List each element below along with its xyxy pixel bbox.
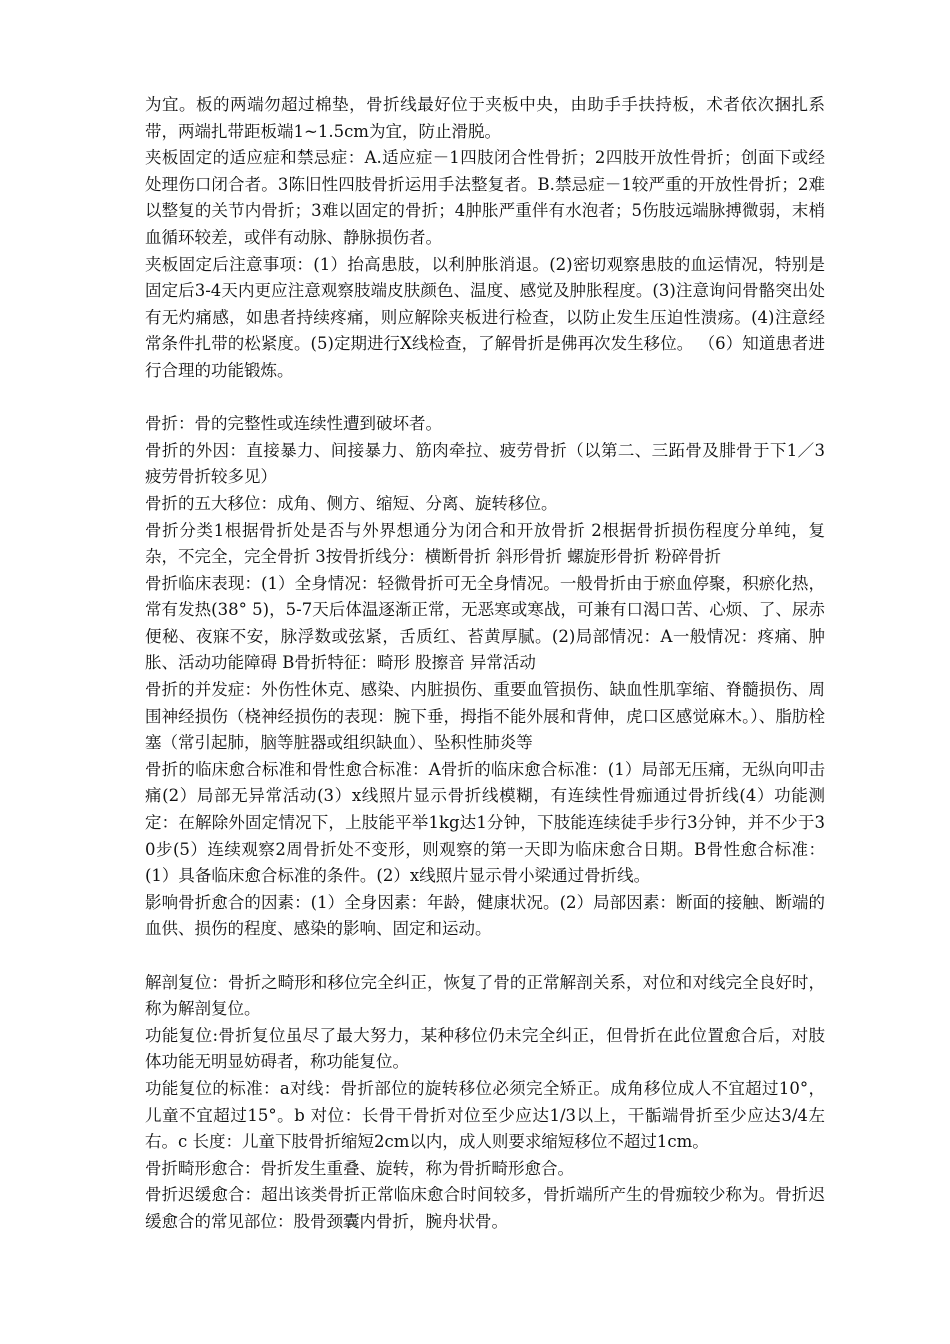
section-gap bbox=[145, 943, 825, 970]
paragraph-fracture-displacement: 骨折的五大移位：成角、侧方、缩短、分离、旋转移位。 bbox=[145, 493, 558, 513]
paragraph-malunion: 骨折畸形愈合：骨折发生重叠、旋转，称为骨折畸形愈合。 bbox=[145, 1158, 574, 1178]
paragraph-fracture-causes: 骨折的外因：直接暴力、间接暴力、筋肉牵拉、疲劳骨折（以第二、三跖骨及腓骨于下1／3疲劳骨折较多见） bbox=[145, 440, 825, 487]
paragraph-splint-indications: 夹板固定的适应症和禁忌症：A.适应症－1四肢闭合性骨折；2四肢开放性骨折；创面下或经处理伤口闭合者。3陈旧性四肢骨折运用手法整复者。B.禁忌症－1较严重的开放性骨折；2难以整复的关节内骨折；3难以固定的骨折；4肿胀严重伴有水泡者；5伤肢远端脉搏微弱，末梢血循环较差，或伴有动脉、静脉损伤者。 bbox=[145, 148, 825, 247]
paragraph-functional-reduction: 功能复位:骨折复位虽尽了最大努力，某种移位仍未完全纠正，但骨折在此位置愈合后，对肢体功能无明显妨碍者，称功能复位。 bbox=[145, 1025, 825, 1072]
paragraph-delayed-union: 骨折迟缓愈合：超出该类骨折正常临床愈合时间较多，骨折端所产生的骨痂较少称为。骨折迟缓愈合的常见部位：股骨颈囊内骨折，腕舟状骨。 bbox=[145, 1185, 825, 1231]
section-reduction bbox=[145, 970, 825, 1236]
paragraph-splint-binding: 为宜。板的两端勿超过棉垫，骨折线最好位于夹板中央，由助手手扶持板，术者依次捆扎系带，两端扎带距板端1~1.5cm为宜，防止滑脱。 bbox=[145, 95, 825, 141]
section-splint-fixation bbox=[145, 92, 825, 385]
paragraph-splint-precautions: 夹板固定后注意事项：(1）抬高患肢，以利肿胀消退。(2)密切观察患肢的血运情况，特别是固定后3-4天内更应注意观察肢端皮肤颜色、温度、感觉及肿胀程度。(3)注意询问骨骼突出处有无灼痛感，如患者持续疼痛，则应解除夹板进行检查，以防止发生压迫性溃疡。(4)注意经常条件扎带的松紧度。(5)定期进行X线检查，了解骨折是佛再次发生移位。 （6）知道患者进行合理的功能锻炼。 bbox=[145, 254, 825, 380]
section-gap bbox=[145, 385, 825, 412]
paragraph-anatomical-reduction: 解剖复位：骨折之畸形和移位完全纠正，恢复了骨的正常解剖关系，对位和对线完全良好时，称为解剖复位。 bbox=[145, 972, 825, 1019]
paragraph-fracture-clinical: 骨折临床表现：(1）全身情况：轻微骨折可无全身情况。一般骨折由于瘀血停聚，积瘀化热，常有发热(38° 5)，5-7天后体温逐渐正常，无恶寒或寒战，可兼有口渴口苦、心烦、了、尿赤便秘、夜寐不安，脉浮数或弦紧，舌质红、苔黄厚腻。(2)局部情况：A一般情况：疼痛、肿胀、活动功能障碍 B骨折特征：畸形 股擦音 异常活动 bbox=[145, 573, 825, 673]
paragraph-fracture-complications: 骨折的并发症：外伤性休克、感染、内脏损伤、重要血管损伤、缺血性肌挛缩、脊髓损伤、周围神经损伤（桡神经损伤的表现：腕下垂，拇指不能外展和背伸，虎口区感觉麻木。）、脂肪栓塞（常引起肺，脑等脏器或组织缺血）、坠积性肺炎等 bbox=[145, 680, 825, 753]
paragraph-functional-reduction-standards: 功能复位的标准：a对线：骨折部位的旋转移位必须完全矫正。成角移位成人不宜超过10°，儿童不宜超过15°。b 对位：长骨干骨折对位至少应达1/3以上，干骺端骨折至少应达3/4左右。c 长度：儿童下肢骨折缩短2cm以内，成人则要求缩短移位不超过1cm。 bbox=[145, 1078, 825, 1152]
paragraph-fracture-definition: 骨折：骨的完整性或连续性遭到破坏者。 bbox=[145, 414, 442, 434]
paragraph-fracture-healing-standards: 骨折的临床愈合标准和骨性愈合标准：A骨折的临床愈合标准：(1）局部无压痛，无纵向叩击痛(2）局部无异常活动(3）x线照片显示骨折线模糊，有连续性骨痂通过骨折线(4）功能测定：在解除外固定情况下，上肢能平举1kg达1分钟，下肢能连续徒手步行3分钟，并不少于30步(5）连续观察2周骨折处不变形，则观察的第一天即为临床愈合日期。B骨性愈合标准：(1）具备临床愈合标准的条件。(2）x线照片显示骨小梁通过骨折线。 bbox=[145, 759, 825, 886]
section-fracture-basics bbox=[145, 411, 825, 943]
paragraph-fracture-classification: 骨折分类1根据骨折处是否与外界想通分为闭合和开放骨折 2根据骨折损伤程度分单纯，复杂，不完全，完全骨折 3按骨折线分：横断骨折 斜形骨折 螺旋形骨折 粉碎骨折 bbox=[145, 520, 825, 567]
document-page bbox=[145, 92, 825, 1236]
paragraph-fracture-healing-factors: 影响骨折愈合的因素：(1）全身因素：年龄，健康状况。(2）局部因素：断面的接触、断端的血供、损伤的程度、感染的影响、固定和运动。 bbox=[145, 892, 825, 939]
